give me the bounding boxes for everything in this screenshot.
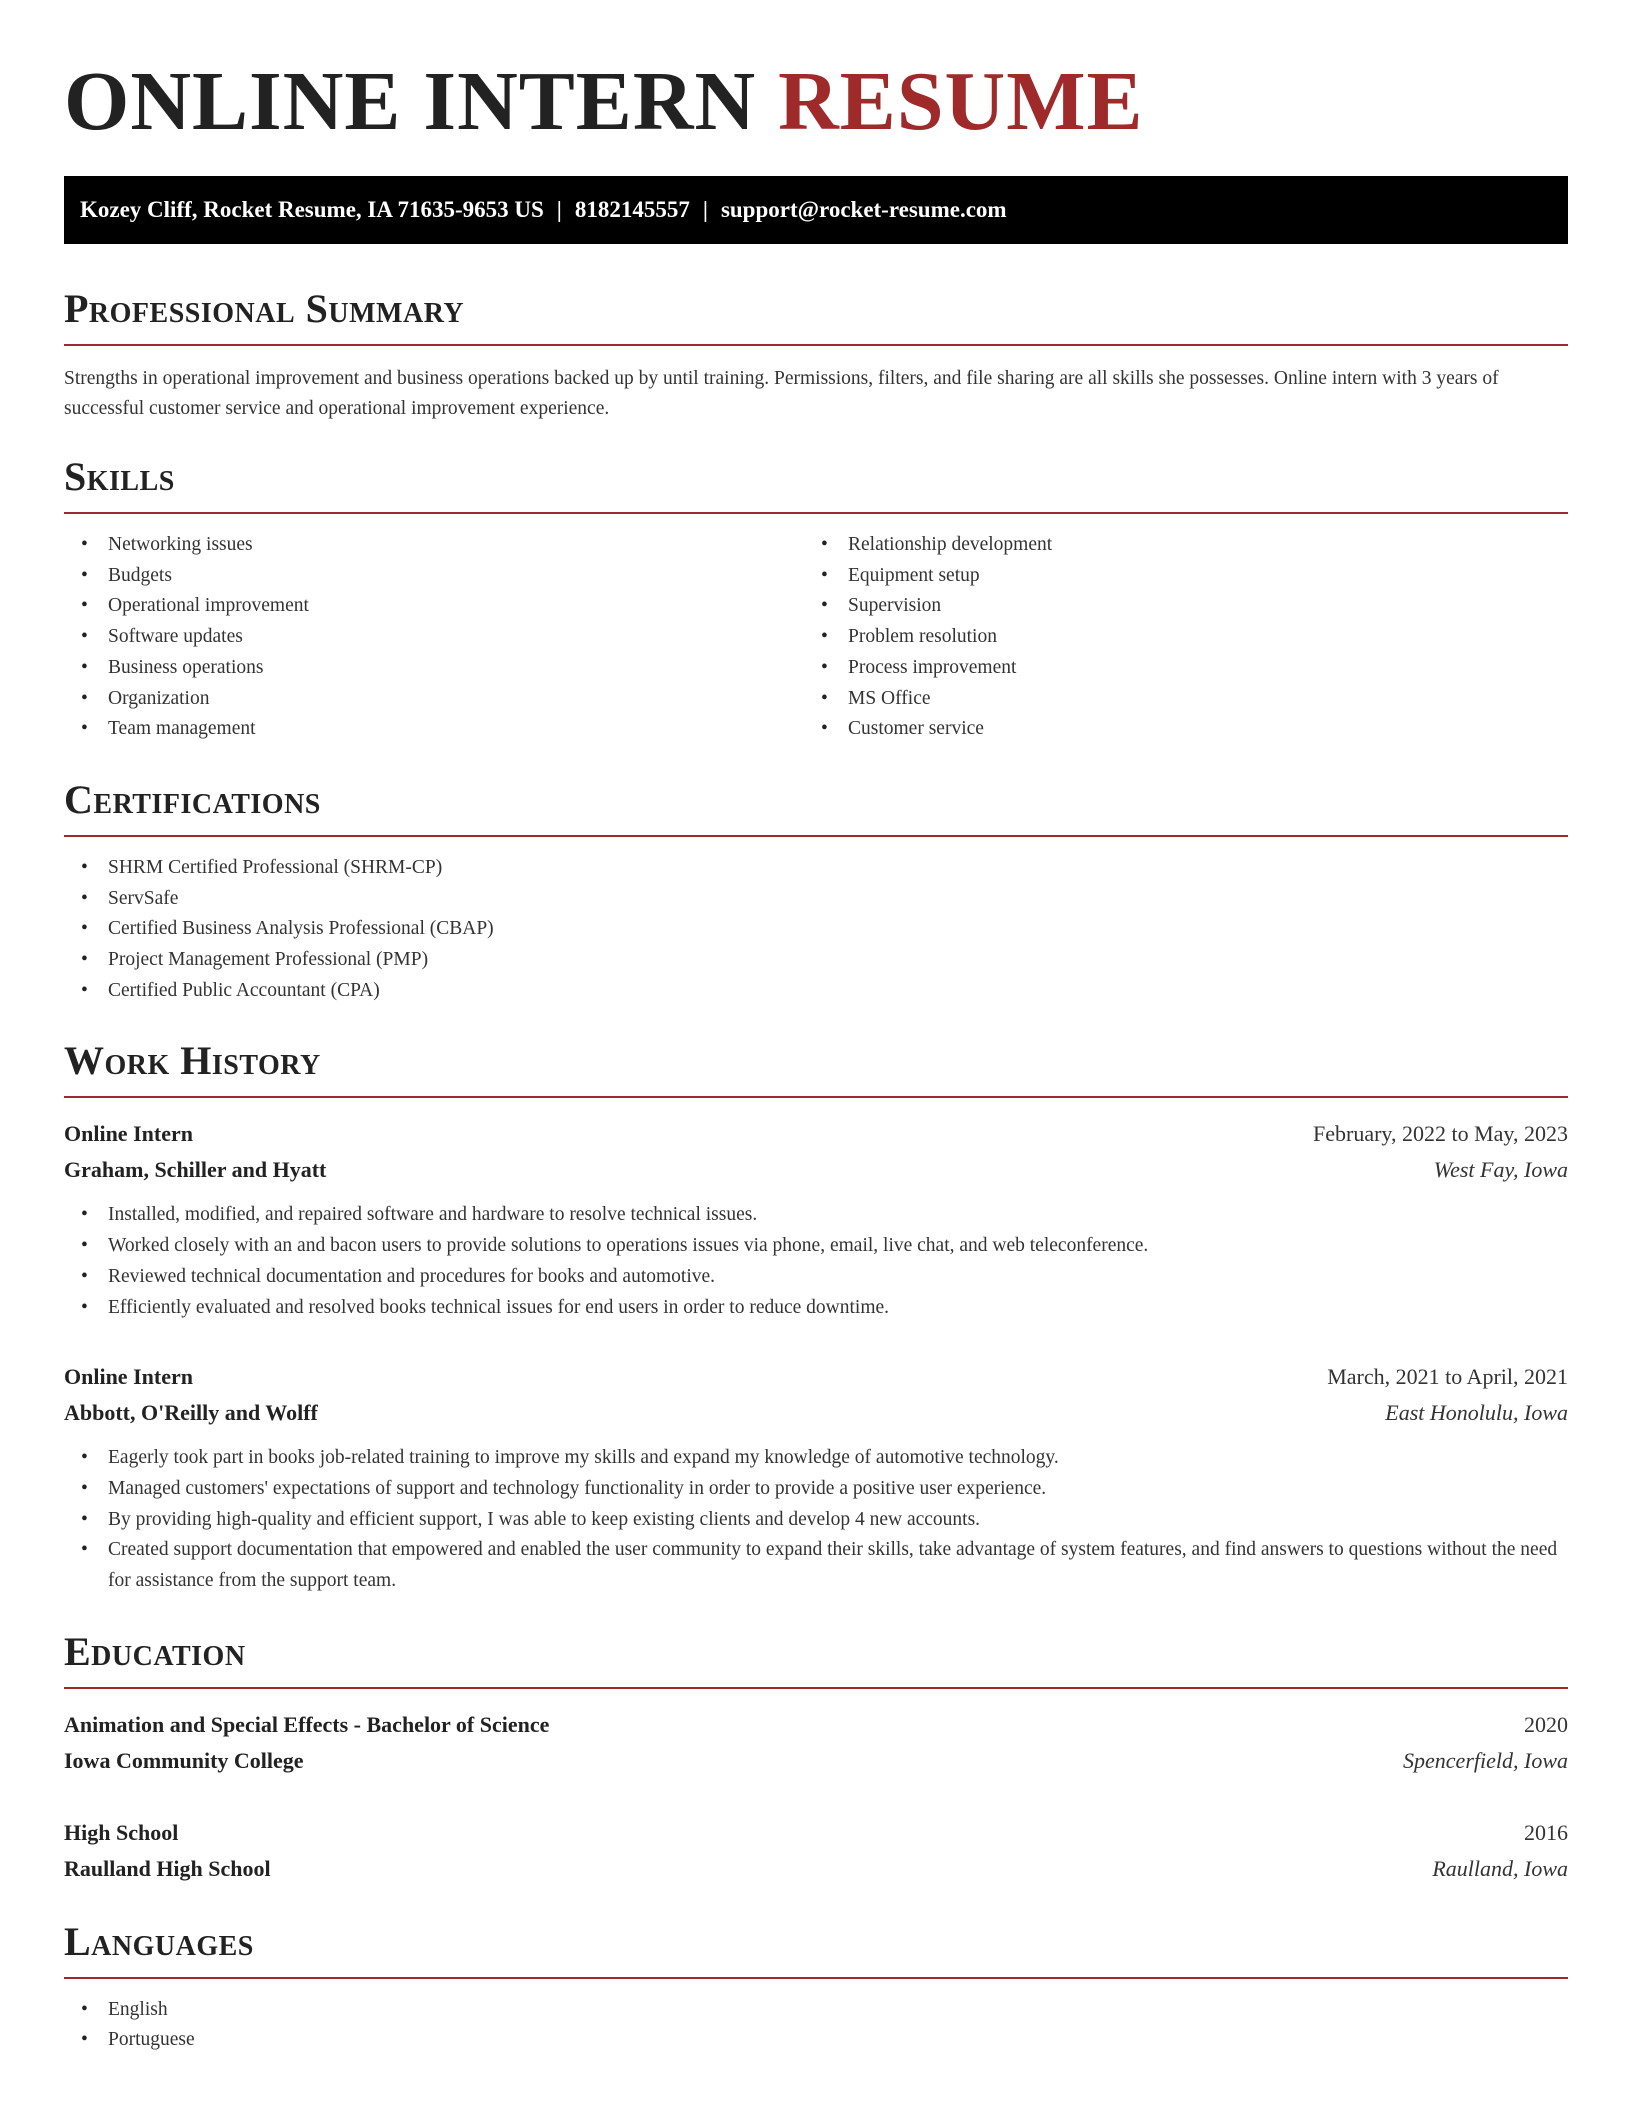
job-location: West Fay, Iowa — [1433, 1157, 1568, 1183]
resume-title — [64, 0, 1568, 150]
job-duty: • Eagerly took part in books job-related training to improve my skills and expand my knowledge of automotive technology. — [64, 1443, 1568, 1474]
title-accent: RESUME — [778, 55, 1144, 148]
education-location: Raulland, Iowa — [1432, 1855, 1568, 1881]
education-entry — [64, 1815, 1568, 1887]
education-year: 2020 — [1524, 1711, 1568, 1737]
job-company: Abbott, O'Reilly and Wolff — [64, 1400, 318, 1426]
language-item: • Portuguese — [64, 2025, 1568, 2056]
education-school-row — [64, 1743, 1568, 1779]
certifications-section — [64, 777, 1568, 1007]
job-company-row — [64, 1395, 1568, 1431]
education-heading: Education — [64, 1629, 1568, 1689]
job-title-row — [64, 1359, 1568, 1395]
job-company: Graham, Schiller and Hyatt — [64, 1157, 327, 1183]
education-school: Raulland High School — [64, 1855, 271, 1881]
education-location: Spencerfield, Iowa — [1403, 1747, 1568, 1773]
certification-item: • Certified Business Analysis Professional (CBAP) — [64, 914, 1568, 945]
summary-heading: Professional Summary — [64, 286, 1568, 346]
skill-item: • Process improvement — [804, 653, 1544, 684]
education-degree: Animation and Special Effects - Bachelor of Science — [64, 1711, 550, 1737]
education-degree-row — [64, 1815, 1568, 1851]
skills-columns — [64, 514, 1568, 745]
contact-address: Kozey Cliff, Rocket Resume, IA 71635-9653 US — [80, 197, 544, 222]
job-duty: • Managed customers' expectations of support and technology functionality in order to provide a positive user experience. — [64, 1474, 1568, 1505]
skills-list-right — [804, 530, 1544, 745]
education-school: Iowa Community College — [64, 1747, 304, 1773]
job-entry — [64, 1359, 1568, 1597]
skill-item: • Relationship development — [804, 530, 1544, 561]
skill-item: • Supervision — [804, 591, 1544, 622]
skill-item: • MS Office — [804, 684, 1544, 715]
language-item: • English — [64, 1995, 1568, 2026]
skill-item: • Networking issues — [64, 530, 804, 561]
job-company-row — [64, 1152, 1568, 1188]
job-duties-list — [64, 1443, 1568, 1597]
job-title: Online Intern — [64, 1364, 193, 1390]
skill-item: • Business operations — [64, 653, 804, 684]
skill-item: • Operational improvement — [64, 591, 804, 622]
skill-item: • Budgets — [64, 561, 804, 592]
job-duty: • Efficiently evaluated and resolved books technical issues for end users in order to reduce downtime. — [64, 1293, 1568, 1324]
summary-text: Strengths in operational improvement and business operations backed up by until training. Permissions, filters, and file sharing are all skills she possesses. Online intern with 3 years of successful customer service and operational improvement experience. — [64, 368, 1499, 419]
education-school-row — [64, 1851, 1568, 1887]
skill-item: • Problem resolution — [804, 622, 1544, 653]
skill-item: • Software updates — [64, 622, 804, 653]
certification-item: • Certified Public Accountant (CPA) — [64, 976, 1568, 1007]
languages-section — [64, 1919, 1568, 2056]
skill-item: • Organization — [64, 684, 804, 715]
skill-item: • Equipment setup — [804, 561, 1544, 592]
resume-page — [64, 0, 1568, 2056]
certification-item: • SHRM Certified Professional (SHRM-CP) — [64, 853, 1568, 884]
certification-item: • Project Management Professional (PMP) — [64, 945, 1568, 976]
education-degree: High School — [64, 1819, 179, 1845]
skills-heading: Skills — [64, 454, 1568, 514]
certification-item: • ServSafe — [64, 884, 1568, 915]
work-history-heading: Work History — [64, 1038, 1568, 1098]
certifications-list — [64, 853, 1568, 1007]
job-duty: • By providing high-quality and efficient support, I was able to keep existing clients and develop 4 new accounts. — [64, 1505, 1568, 1536]
job-duty: • Worked closely with an and bacon users to provide solutions to operations issues via phone, email, live chat, and web teleconference. — [64, 1231, 1568, 1262]
job-title-row — [64, 1116, 1568, 1152]
contact-bar — [64, 176, 1568, 244]
summary-section — [64, 286, 1568, 424]
certifications-heading: Certifications — [64, 777, 1568, 837]
contact-email: support@rocket-resume.com — [720, 197, 1007, 222]
job-entry — [64, 1116, 1568, 1323]
job-dates: February, 2022 to May, 2023 — [1313, 1121, 1568, 1147]
job-location: East Honolulu, Iowa — [1385, 1400, 1568, 1426]
job-duty: • Installed, modified, and repaired software and hardware to resolve technical issues. — [64, 1200, 1568, 1231]
title-main: ONLINE INTERN — [64, 55, 757, 148]
education-section — [64, 1629, 1568, 1887]
languages-heading: Languages — [64, 1919, 1568, 1979]
skills-section — [64, 454, 1568, 745]
education-degree-row — [64, 1707, 1568, 1743]
education-entry — [64, 1707, 1568, 1779]
skill-item: • Team management — [64, 714, 804, 745]
contact-separator: | — [556, 197, 562, 222]
contact-phone: 8182145557 — [574, 197, 690, 222]
skills-list-left — [64, 530, 804, 745]
languages-list — [64, 1995, 1568, 2056]
skill-item: • Customer service — [804, 714, 1544, 745]
contact-separator: | — [702, 197, 708, 222]
job-duties-list — [64, 1200, 1568, 1323]
job-duty: • Created support documentation that empowered and enabled the user community to expand their skills, take advantage of system features, and find answers to questions without the need for assistance from the support team. — [64, 1535, 1568, 1596]
job-dates: March, 2021 to April, 2021 — [1327, 1364, 1568, 1390]
education-year: 2016 — [1524, 1819, 1568, 1845]
work-history-section — [64, 1038, 1568, 1596]
job-duty: • Reviewed technical documentation and procedures for books and automotive. — [64, 1262, 1568, 1293]
job-title: Online Intern — [64, 1121, 193, 1147]
